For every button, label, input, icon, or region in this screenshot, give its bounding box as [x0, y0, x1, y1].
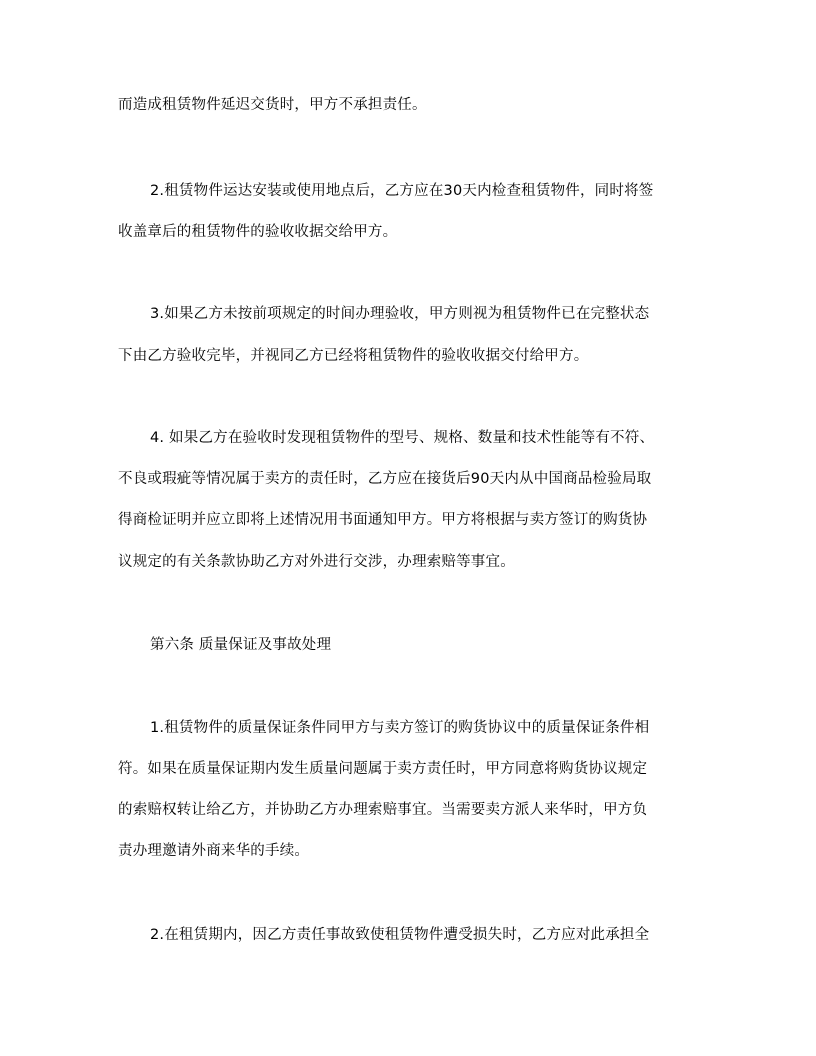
clause-1-line: 1.租赁物件的质量保证条件同甲方与卖方签订的购货协议中的质量保证条件相 — [150, 720, 650, 736]
text-line: 符。如果在质量保证期内发生质量问题属于卖方责任时，甲方同意将购货协议规定 — [118, 761, 648, 777]
text-line: 下由乙方验收完毕，并视同乙方已经将租赁物件的验收收据交付给甲方。 — [118, 348, 589, 364]
clause-3-line: 3.如果乙方未按前项规定的时间办理验收，甲方则视为租赁物件已在完整状态 — [150, 306, 650, 322]
clause-4-line: 4. 如果乙方在验收时发现租赁物件的型号、规格、数量和技术性能等有不符、 — [150, 430, 655, 446]
clause-2-line: 2.在租赁期内，因乙方责任事故致使租赁物件遭受损失时，乙方应对此承担全 — [150, 927, 650, 943]
text-line: 得商检证明并应立即将上述情况用书面通知甲方。甲方将根据与卖方签订的购货协 — [118, 512, 648, 528]
text-line: 收盖章后的租赁物件的验收收据交给甲方。 — [118, 224, 398, 240]
text-line: 的索赔权转让给乙方，并协助乙方办理索赔事宜。当需要卖方派人来华时，甲方负 — [118, 802, 648, 818]
text-line: 而造成租赁物件延迟交货时，甲方不承担责任。 — [118, 97, 427, 113]
text-line: 责办理邀请外商来华的手续。 — [118, 843, 310, 859]
clause-2-line: 2.租赁物件运达安装或使用地点后，乙方应在30天内检查租赁物件，同时将签 — [150, 183, 654, 199]
text-line: 议规定的有关条款协助乙方对外进行交涉，办理索赔等事宜。 — [118, 554, 515, 570]
section-heading: 第六条 质量保证及事故处理 — [150, 637, 332, 653]
text-line: 不良或瑕疵等情况属于卖方的责任时，乙方应在接货后90天内从中国商品检验局取 — [118, 471, 652, 487]
